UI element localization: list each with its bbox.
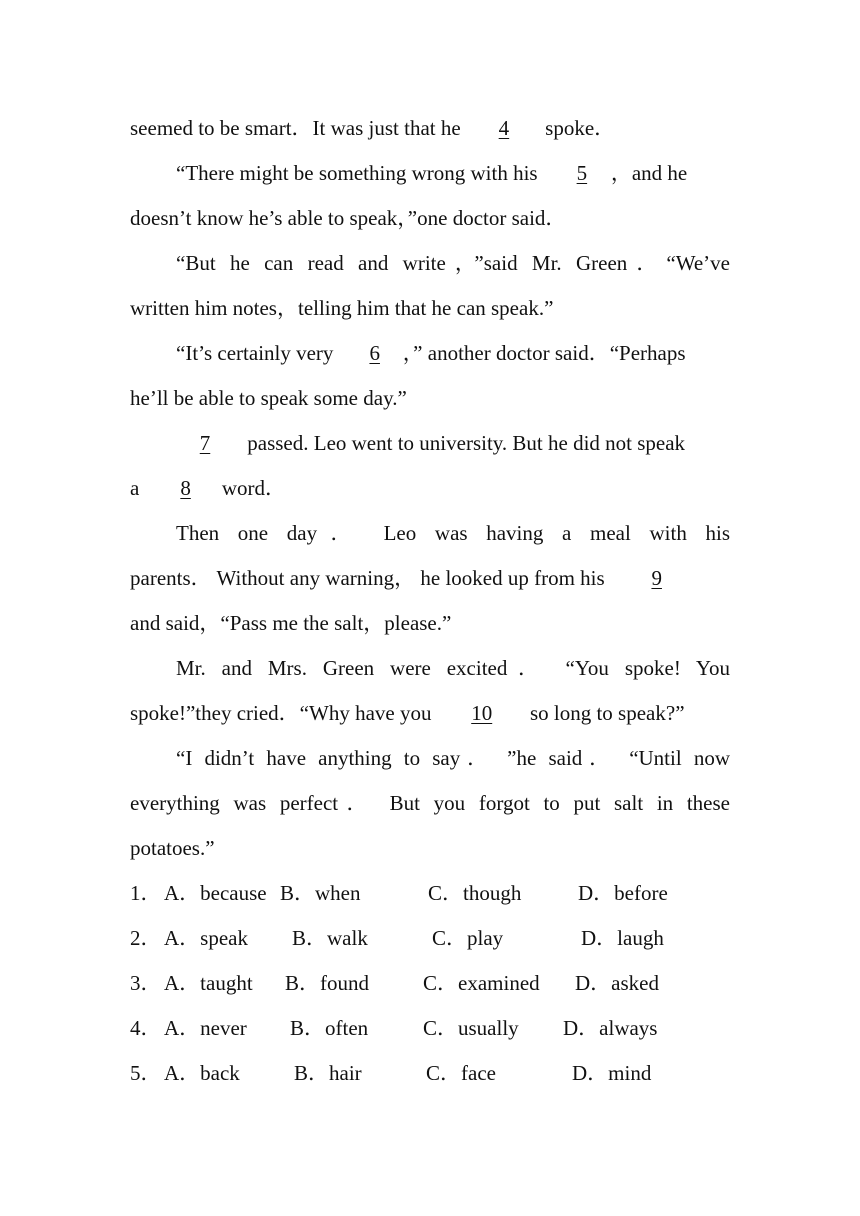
question-number: 2．: [130, 926, 162, 950]
option-c: C．though: [428, 881, 522, 905]
passage-line: and said，“Pass me the salt，please.”: [130, 611, 452, 635]
passage-line: potatoes.”: [130, 836, 215, 860]
question-number: 1．: [130, 881, 162, 905]
option-a: A．speak: [164, 926, 248, 950]
blank-5: 5: [576, 161, 588, 185]
blank-10: 10: [471, 701, 493, 725]
option-a: A．never: [164, 1016, 247, 1040]
option-d: D．mind: [572, 1061, 652, 1085]
passage-text: spoke!”they cried．“Why have you: [130, 701, 432, 725]
passage-line: “But he can read and write，”said Mr. Green．“We’ve: [176, 251, 730, 275]
passage-text: spoke．: [545, 116, 616, 140]
passage-line: [176, 338, 730, 368]
passage-text: word．: [221, 476, 286, 500]
passage-text: a: [130, 476, 140, 500]
passage-line: Then one day． Leo was having a meal with his: [176, 521, 730, 545]
option-b: B．hair: [294, 1061, 362, 1085]
passage-text: “There might be something wrong with his: [176, 161, 538, 185]
option-a: A．because: [164, 881, 267, 905]
option-d: D．before: [578, 881, 668, 905]
question-number: 5．: [130, 1061, 162, 1085]
passage-text: so long to speak?”: [529, 701, 685, 725]
option-a: A．back: [164, 1061, 240, 1085]
passage-text: parents． Without any warning， he looked up from his: [130, 566, 605, 590]
passage-line: [176, 428, 730, 458]
option-c: C．examined: [423, 971, 540, 995]
option-d: D．always: [563, 1016, 658, 1040]
passage-line: “I didn’t have anything to say． ”he said． “Until now: [176, 746, 730, 770]
blank-9: 9: [651, 566, 662, 590]
passage-line: [130, 698, 730, 728]
option-a: A．taught: [164, 971, 253, 995]
passage-text: “It’s certainly very: [176, 341, 334, 365]
option-b: B．often: [290, 1016, 369, 1040]
option-c: C．usually: [423, 1016, 519, 1040]
passage-line: [130, 203, 730, 233]
option-b: B．walk: [292, 926, 368, 950]
passage-line: he’ll be able to speak some day.”: [130, 386, 407, 410]
option-c: C．face: [426, 1061, 496, 1085]
option-d: D．asked: [575, 971, 659, 995]
question-number: 4．: [130, 1016, 162, 1040]
passage-line: Mr. and Mrs. Green were excited． “You spoke! You: [176, 656, 730, 680]
passage-text: seemed to be smart．It was just that he: [130, 116, 461, 140]
passage-line: written him notes，telling him that he can speak.”: [130, 296, 554, 320]
blank-4: 4: [498, 116, 510, 140]
passage-text: ，” another doctor said．“Perhaps: [402, 341, 686, 365]
passage-line: [130, 113, 730, 143]
passage-text: passed. Leo went to university. But he did not speak: [247, 431, 686, 455]
question-number: 3．: [130, 971, 162, 995]
passage-line: everything was perfect． But you forgot to put salt in these: [130, 791, 730, 815]
blank-7: 7: [199, 431, 211, 455]
passage-line: [176, 158, 730, 188]
passage-text: doesn’t know he’s able to speak，”one doctor said．: [130, 206, 567, 230]
option-d: D．laugh: [581, 926, 664, 950]
option-b: B．found: [285, 971, 369, 995]
option-c: C．play: [432, 926, 504, 950]
passage-line: [130, 473, 730, 503]
blank-6: 6: [369, 341, 380, 365]
passage-text: ，and he: [610, 161, 688, 185]
passage-line: [130, 563, 730, 593]
blank-8: 8: [180, 476, 191, 500]
option-b: B．when: [280, 881, 361, 905]
